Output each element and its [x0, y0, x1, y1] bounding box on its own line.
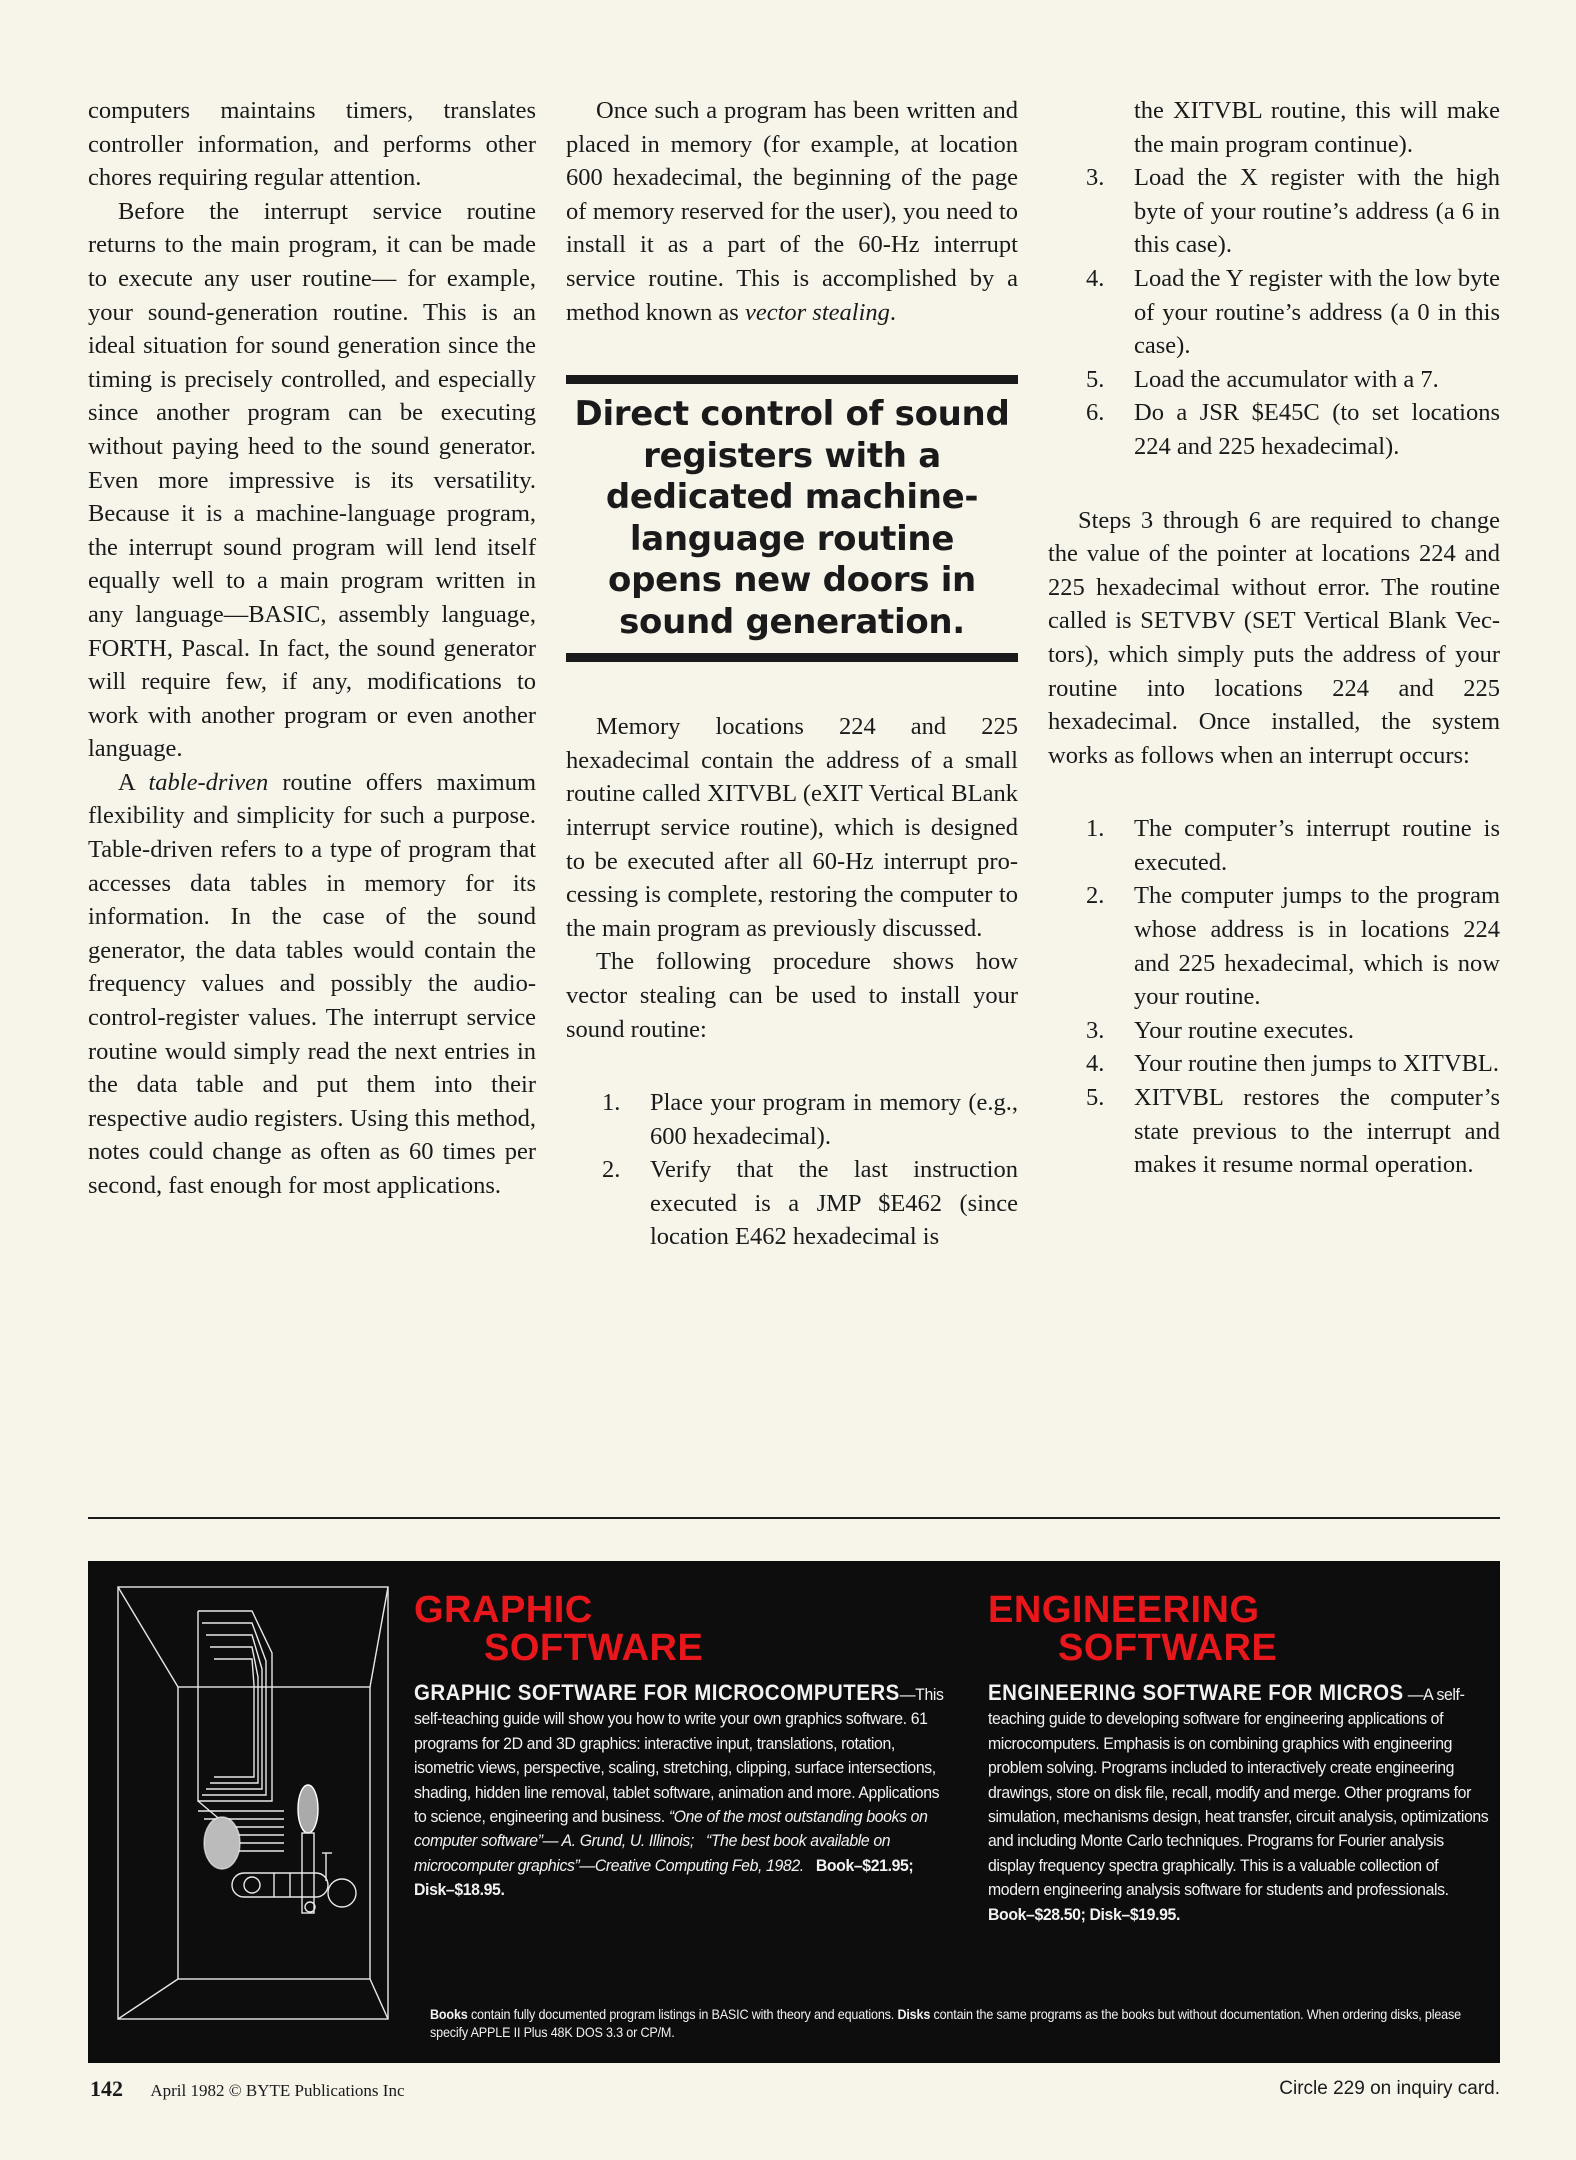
- list-item: 2. The computer jumps to the program whose address is in locations 224 and 225 hexadecimal, which is now your routine.: [1086, 882, 1500, 1011]
- pull-quote: [566, 375, 1018, 662]
- list-item: 3. Your routine executes.: [1086, 1016, 1355, 1044]
- review-quote: “One of the most outstanding books on computer software”— A. Grund, U. Illinois;: [414, 1807, 928, 1851]
- paragraph: Before the interrupt service routine returns to the main program, it can be made to execute any user routine— for example, your sound-generation routine. This is an ideal situation for sound generation since the timing is precisely controlled, and especially since another program can be executing without paying heed to the sound generator. Even more impressive is its versatility. Because it is a machine-language program, the interrupt sound program will lend itself equally well to a main program written in any language—BASIC, assembly language, FORTH, Pascal. In fact, the sound generator will require few, if any, modifications to work with another program or even another language.: [88, 197, 536, 763]
- section-divider: [88, 1517, 1500, 1519]
- ad-description: ENGINEERING SOFTWARE FOR MICROS —A self-teaching guide to developing software for engineering applications of microcomputers. Emphasis is on combining graphics with engineering problem solving. Programs included to interactively create engineering drawings, store on disk file, recall, modify and merge. Other programs for simulation, mechanisms design, heat transfer, circuit analysis, optimizations and including Monte Carlo techniques. Programs for Fourier analysis display frequency spectra graphically. This is a valuable collection of modern engineering analysis software for students and professionals. Book–$28.50; Disk–$19.95.: [988, 1680, 1489, 1924]
- list-item: 5. XITVBL restores the computer’s state previous to the interrupt and makes it resume normal operation.: [1086, 1084, 1500, 1179]
- article-column-2: [566, 94, 1018, 1254]
- paragraph: Memory locations 224 and 225 hexadecimal contain the address of a small routine called XITVBL (eXIT Vertical BLank interrupt service routine), which is designed to be executed after all 60-Hz interrupt processing is complete, restoring the computer to the main program as previously discussed.: [566, 713, 1018, 942]
- software-advertisement: [88, 1561, 1500, 2063]
- wireframe-illustration-icon: [114, 1583, 392, 2025]
- list-item: 3. Load the X register with the high byte of your routine’s address (a 6 in this case).: [1086, 164, 1500, 259]
- procedure-list: [566, 1086, 1018, 1254]
- paragraph: Steps 3 through 6 are required to change the value of the pointer at locations 224 and 225 hexadecimal without error. The routine called is SETVBV (SET Vertical Blank Vectors), which simply puts the address of your routine into locations 224 and 225 hexadecimal. Once installed, the system works as follows when an interrupt occurs:: [1048, 506, 1500, 769]
- price: Book–$28.50; Disk–$19.95.: [988, 1904, 1180, 1924]
- ad-footnote: Books contain fully documented program listings in BASIC with theory and equations. Disks contain the same programs as the books but without documentation. When ordering disks, please specify APPLE II Plus 48K DOS 3.3 or CP/M.: [430, 2006, 1461, 2040]
- ad-description: GRAPHIC SOFTWARE FOR MICROCOMPUTERS—This self-teaching guide will show you how to write your own graphics software. 61 programs for 2D and 3D graphics: interactive input, translations, rotation, isometric views, perspective, scaling, stretching, clipping, surface intersections, shading, hidden line removal, tablet software, animation and more. Applications to science, engineering and business. “One of the most outstanding books on computer software”— A. Grund, U. Illinois; “The best book available on microcomputer graphics”—Creative Computing Feb, 1982. Book–$21.95; Disk–$18.95.: [414, 1680, 944, 1900]
- pull-quote-rule: [566, 375, 1018, 384]
- graphic-software-ad: [414, 1591, 944, 1903]
- list-item: 4. Load the Y register with the low byte of your routine’s address (a 0 in this case).: [1086, 264, 1500, 360]
- review-quote: “The best book available on microcomputer graphics”—Creative Computing Feb, 1982.: [414, 1831, 891, 1875]
- inquiry-note: Circle 229 on inquiry card.: [1279, 2078, 1500, 2099]
- ad-title: ENGINEERING SOFTWARE: [988, 1589, 1278, 1669]
- list-item: 1. The computer’s interrupt routine is executed.: [1086, 815, 1500, 876]
- pull-quote-rule: [566, 653, 1018, 662]
- article-column-3: [1048, 94, 1500, 1182]
- article-column-1: [88, 94, 536, 1203]
- price: Book–$21.95; Disk–$18.95.: [414, 1855, 914, 1900]
- paragraph: computers maintains timers, translates controller information, and performs other chores requiring regular attention.: [88, 97, 536, 192]
- page-number: 142: [90, 2076, 123, 2101]
- paragraph: A table-driven routine offers maximum flexibility and simplicity for such a purpose. Table-driven refers to a type of program that accesses data tables in memory for its information. In the case of the sound generator, the data tables would contain the frequency values and possibly the audio-control-register values. The interrupt service routine would simply read the next entries in the data table and put them into their respective audio registers. Using this method, notes could change as often as 60 times per second, fast enough for most applications.: [88, 768, 536, 1199]
- emphasis: table-driven: [148, 768, 269, 796]
- emphasis: vector stealing: [744, 298, 890, 326]
- pull-quote-text: Direct control of sound registers with a dedicated machine-language routine opens new doors in sound generation.: [574, 394, 1010, 642]
- paragraph: Once such a program has been written and placed in memory (for example, at location 600 hexadecimal, the beginning of the page of memory reserved for the user), you need to install it as a part of the 60-Hz interrupt service routine. This is accomplished by a method known as vector stealing.: [566, 97, 1018, 326]
- book-title: GRAPHIC SOFTWARE FOR MICROCOMPUTERS: [414, 1680, 900, 1705]
- list-item: 2. Verify that the last instruction executed is a JMP $E462 (since location E462 hexadecimal is: [602, 1156, 1018, 1251]
- engineering-software-ad: [988, 1591, 1488, 1927]
- list-item: 4. Your routine then jumps to XITVBL.: [1086, 1050, 1499, 1078]
- page-footer: [90, 2076, 405, 2102]
- list-item: 6. Do a JSR $E45C (to set locations 224 and 225 hexadecimal).: [1086, 399, 1500, 460]
- ad-title: GRAPHIC SOFTWARE: [414, 1589, 704, 1669]
- list-item: the XITVBL routine, this will make the main program continue).: [1134, 97, 1500, 158]
- interrupt-sequence-list: [1048, 812, 1500, 1182]
- procedure-list-continued: [1048, 94, 1500, 464]
- copyright: April 1982 © BYTE Publications Inc: [150, 2081, 405, 2100]
- list-item: 1. Place your program in memory (e.g., 600 hexadecimal).: [602, 1089, 1018, 1150]
- book-title: ENGINEERING SOFTWARE FOR MICROS: [988, 1680, 1404, 1705]
- list-item: 5. Load the accumulator with a 7.: [1086, 365, 1439, 393]
- paragraph: The following procedure shows how vector stealing can be used to install your sound routine:: [566, 948, 1018, 1043]
